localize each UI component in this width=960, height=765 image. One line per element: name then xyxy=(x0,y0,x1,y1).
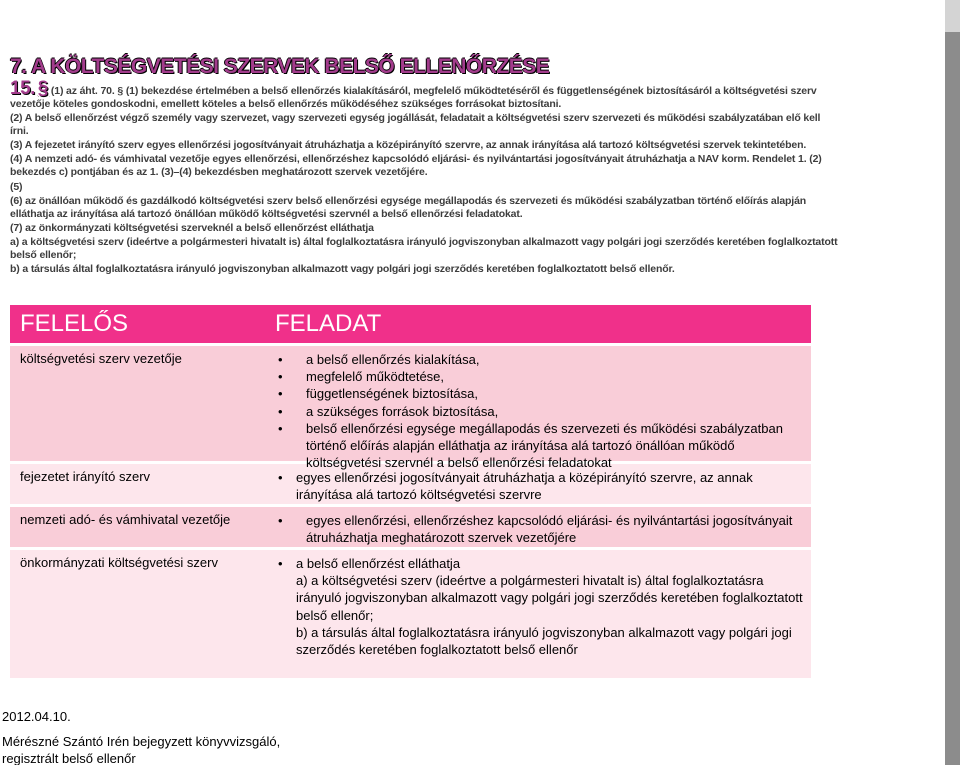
intro-paragraph-3: (3) A fejezetet irányító szerv egyes ellenőrzési jogosítványait átruházhatja a középirányító szervre, az annak irányítása alá tartozó költségvetési szervek tekintetében. xyxy=(10,139,807,152)
intro-paragraph-7: (7) az önkormányzati költségvetési szerveknél a belső ellenőrzést elláthatja xyxy=(10,221,374,234)
row-responsible: költségvetési szerv vezetője xyxy=(20,351,182,366)
task-item: • a belső ellenőrzés kialakítása, xyxy=(276,351,803,368)
intro-paragraph-7b: b) a társulás által foglalkoztatásra irányuló jogviszonyban alkalmazott vagy polgári jogi szerződés keretében foglalkoztatott belső ellenőr. xyxy=(10,263,675,276)
task-subitem-a: a) a költségvetési szerv (ideértve a polgármesteri hivatalt is) által foglalkoztatásra irányuló jogviszonyban alkalmazott vagy polgári jogi szerződés keretében foglalkoztatott belső ellenőr; xyxy=(296,573,803,623)
task-item: • függetlenségének biztosítása, xyxy=(276,385,803,402)
section-number: 15. xyxy=(10,78,35,99)
responsibility-table xyxy=(10,305,811,678)
table-row xyxy=(10,507,811,547)
footer xyxy=(2,708,280,765)
intro-paragraph-7a: a) a költségvetési szerv (ideértve a polgármesteri hivatalt is) által foglalkoztatásra irányuló jogviszonyban alkalmazott vagy polgári jogi szerződés keretében foglalkoztatott belső ellenőr; xyxy=(10,236,838,262)
task-item: • a szükséges források biztosítása, xyxy=(276,403,803,420)
right-side-bar-top xyxy=(945,0,960,32)
task-subitem-b: b) a társulás által foglalkoztatásra irányuló jogviszonyban alkalmazott vagy polgári jogi szerződés keretében foglalkoztatott belső ellenőr xyxy=(296,624,792,658)
intro-p1: (1) az áht. 70. § (1) bekezdése értelmében a belső ellenőrzés kialakításáról, megfelelő működtetéséről és függetlenségének biztosításáról a költségvetési szerv vezetője köteles gondoskodni, emellett köteles a belső ellenőrzés működéséhez szükséges forrásokat biztosítani. xyxy=(10,85,817,110)
intro-paragraph-2: (2) A belső ellenőrzést végző személy vagy szervezet, vagy szervezeti egység jogállását, feladatait a költségvetési szerv szervezeti és működési szabályzatában elő kell írni. xyxy=(10,112,821,137)
intro-paragraph-5: (5) xyxy=(10,180,23,193)
right-side-bar xyxy=(945,0,960,765)
table-header xyxy=(10,305,811,343)
table-row xyxy=(10,550,811,678)
table-row xyxy=(10,346,811,471)
row-tasks xyxy=(266,550,811,678)
row-tasks xyxy=(266,507,811,547)
footer-author: Mérészné Szántó Irén bejegyzett könyvvizsgáló, xyxy=(2,734,281,749)
table-row xyxy=(10,464,811,504)
section-sign: § xyxy=(37,78,49,99)
row-responsible: fejezetet irányító szerv xyxy=(20,469,151,484)
row-tasks xyxy=(266,464,811,504)
row-responsible: önkormányzati költségvetési szerv xyxy=(20,555,218,570)
header-task: FELADAT xyxy=(275,310,382,337)
task-item: • belső ellenőrzési egysége megállapodás és szervezeti és működési szabályzatban történő előírás alapján elláthatja az irányítása alá tartozó önállóan működő költségvetési szervnél a belső ellenőrzési feladatokat xyxy=(276,420,803,472)
intro-text xyxy=(10,78,840,278)
row-tasks xyxy=(266,346,811,471)
task-item: • egyes ellenőrzési jogosítványait átruházhatja a középirányító szervre, az annak irányítása alá tartozó költségvetési szervre xyxy=(276,469,803,503)
footer-author-role: regisztrált belső ellenőr xyxy=(2,751,136,765)
header-responsible: FELELŐS xyxy=(20,310,129,337)
task-item: • megfelelő működtetése, xyxy=(276,368,803,385)
footer-date: 2012.04.10. xyxy=(2,709,71,724)
task-item: • a belső ellenőrzést elláthatja xyxy=(276,555,803,572)
intro-paragraph-4: (4) A nemzeti adó- és vámhivatal vezetője egyes ellenőrzési, ellenőrzéshez kapcsolódó eljárási- és nyilvántartási jogosítványait átruházhatja a NAV korm. Rendelet 1. (2) bekezdés c) pontjában és az 1. (3)–(4) bekezdésben meghatározott szervek vezetőjére. xyxy=(10,153,822,179)
page-title: 7. A KÖLTSÉGVETÉSI SZERVEK BELSŐ ELLENŐRZÉSE xyxy=(10,55,550,78)
task-item: • egyes ellenőrzési, ellenőrzéshez kapcsolódó eljárási- és nyilvántartási jogosítványait átruházhatja meghatározott szervek vezetőjére xyxy=(276,512,803,546)
intro-paragraph-1 xyxy=(10,78,840,111)
intro-paragraph-6: (6) az önállóan működő és gazdálkodó költségvetési szerv belső ellenőrzési egysége megállapodás és szervezeti és működési szabályzatban történő előírás alapján elláthatja az irányítása alá tartozó önállóan működő költségvetési szervnél a belső ellenőrzési feladatokat. xyxy=(10,194,807,220)
row-responsible: nemzeti adó- és vámhivatal vezetője xyxy=(20,512,231,527)
